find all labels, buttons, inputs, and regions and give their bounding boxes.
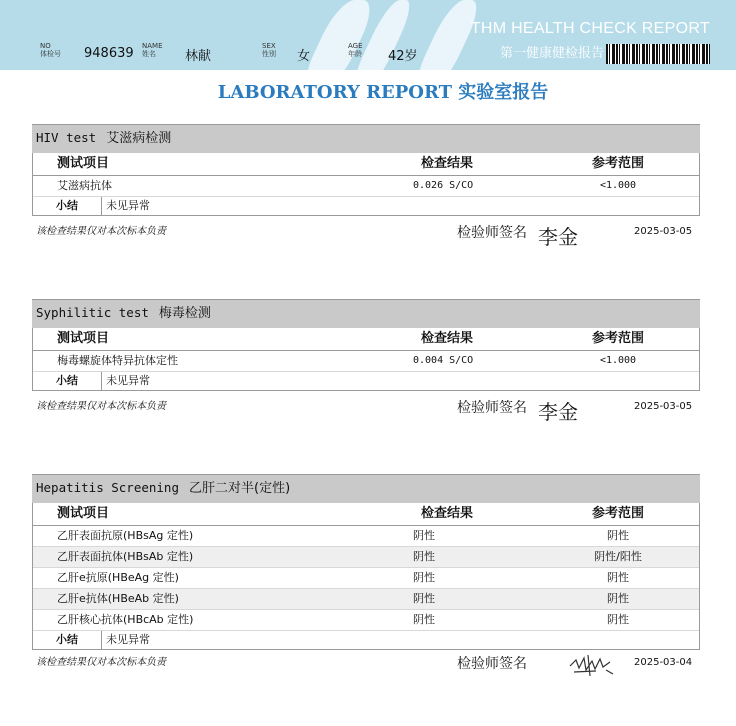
sex-value: 女 [297,49,311,64]
section-title: Syphilitic test 梅毒检测 [32,299,700,328]
table-row: 梅毒螺旋体特异抗体定性 0.004 S/CO <1.000 [33,351,699,372]
age-value: 42岁 [388,49,418,64]
table-header: 测试项目 检查结果 参考范围 [33,503,699,526]
handwritten-signature-icon [566,652,616,678]
summary-row: 小结 未见异常 [33,197,699,215]
table-row: 乙肝e抗体(HBeAb 定性) 阴性 阴性 [33,589,699,610]
summary-row: 小结 未见异常 [33,631,699,649]
section-title: HIV test 艾滋病检测 [32,124,700,153]
section-syphilis [32,299,700,391]
signer-label: 检验师签名 [457,225,527,241]
table-row: 乙肝e抗原(HBeAg 定性) 阴性 阴性 [33,568,699,589]
section-hepatitis [32,474,700,650]
signature: 李金 [538,400,578,424]
no-label: NO 体检号 [40,42,61,58]
table-header: 测试项目 检查结果 参考范围 [33,153,699,176]
no-value: 948639 [84,46,134,61]
brand-subtitle: 第一健康健检报告 [499,46,604,61]
table-row: 乙肝核心抗体(HBcAb 定性) 阴性 阴性 [33,610,699,631]
name-value: 林献 [185,49,212,64]
section-hiv [32,124,700,216]
disclaimer-note: 该检查结果仅对本次标本负责 [36,226,166,237]
table-header: 测试项目 检查结果 参考范围 [33,328,699,351]
table-row: 艾滋病抗体 0.026 S/CO <1.000 [33,176,699,197]
age-label: AGE 年龄 [348,42,363,58]
report-date: 2025-03-05 [634,401,693,412]
barcode-icon [606,44,710,64]
sex-label: SEX 性别 [262,42,276,58]
table-row: 乙肝表面抗原(HBsAg 定性) 阴性 阴性 [33,526,699,547]
table-row: 乙肝表面抗体(HBsAb 定性) 阴性 阴性/阳性 [33,547,699,568]
disclaimer-note: 该检查结果仅对本次标本负责 [36,401,166,412]
name-label: NAME 姓名 [142,42,163,58]
brand-title: THM HEALTH CHECK REPORT [470,20,710,37]
report-date: 2025-03-05 [634,226,693,237]
signature: 李金 [538,225,578,249]
section-title: Hepatitis Screening 乙肝二对半(定性) [32,474,700,503]
disclaimer-note: 该检查结果仅对本次标本负责 [36,657,166,668]
signer-label: 检验师签名 [457,656,527,672]
page-title: LABORATORY REPORT 实验室报告 [217,82,549,103]
signer-label: 检验师签名 [457,400,527,416]
summary-row: 小结 未见异常 [33,372,699,390]
report-header [0,0,736,70]
report-date: 2025-03-04 [634,657,693,668]
